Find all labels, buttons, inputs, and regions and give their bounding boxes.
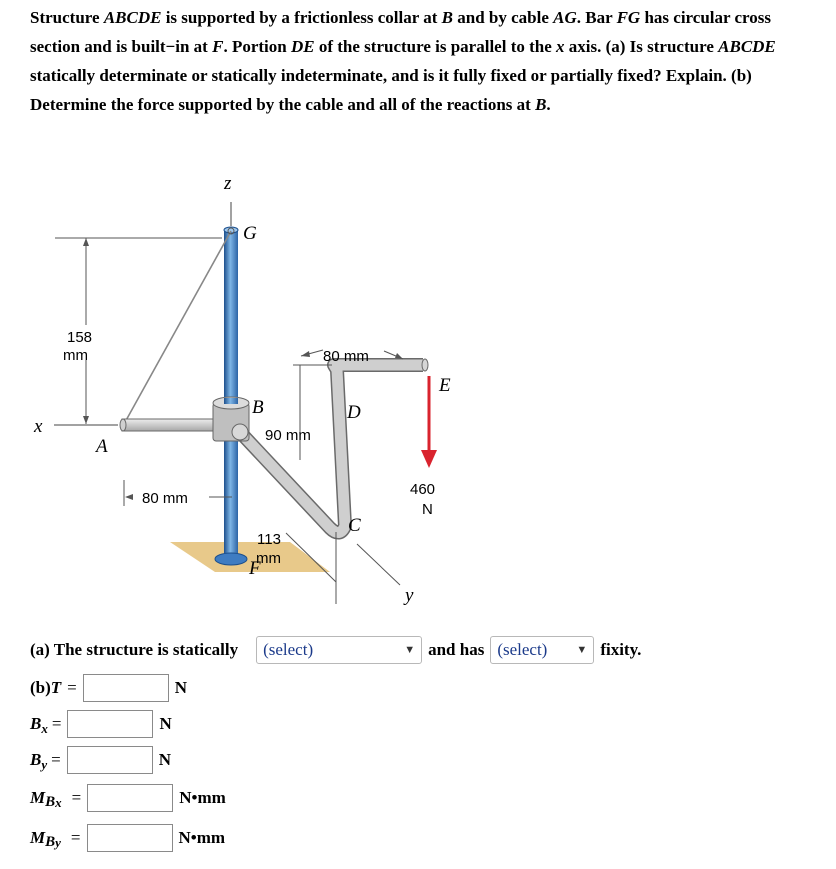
point-a-label: A (96, 436, 108, 457)
t-unit: N (174, 678, 188, 697)
chevron-down-icon: ▼ (404, 644, 416, 656)
arm-a (122, 419, 224, 431)
fixity-select-value: (select) (497, 640, 548, 659)
by-symbol: B (30, 750, 42, 769)
equals-sign: = (71, 788, 82, 807)
dim-158-arrow-top (83, 238, 89, 246)
chevron-down-icon: ▼ (576, 644, 588, 656)
symbol: ABCDE (103, 8, 162, 27)
text: statically determinate or statically indeterminate, and is it fully fixed or partially fixed? Explain. (b) Determine the force supported by the cable and all of the reactions at (30, 66, 752, 114)
text: has circular cross section and is built−in at (30, 8, 772, 56)
dim-113-unit: mm (256, 550, 281, 567)
mby-unit: N•mm (178, 828, 226, 847)
mbx-symbol-b: B (45, 793, 56, 810)
equals-sign: = (51, 714, 62, 733)
part-b-label: (b) (30, 678, 51, 697)
dim-80-left-arrow (125, 494, 133, 500)
text: . (546, 95, 551, 114)
equals-sign: = (51, 750, 61, 769)
load-unit: N (422, 501, 433, 518)
collar-joint (232, 424, 248, 440)
load-value: 460 (410, 481, 436, 498)
symbol: B (535, 95, 547, 114)
point-g-label: G (243, 223, 257, 244)
dim-80-left-label: 80 mm (142, 490, 188, 507)
by-input[interactable] (67, 746, 153, 774)
fixity-select[interactable] (490, 636, 594, 664)
t-input[interactable] (83, 674, 169, 702)
part-a-suffix: fixity. (600, 640, 642, 659)
answer-row-a (30, 636, 641, 664)
symbol: AG (553, 8, 577, 27)
dim-80-top-arrow-left (301, 351, 310, 357)
part-a-prefix: (a) The structure is statically (30, 640, 239, 659)
axis-x-label: x (34, 416, 43, 437)
bx-unit: N (159, 714, 172, 733)
bar-fg (224, 230, 238, 560)
axis-y-label: y (405, 585, 414, 606)
mbx-input[interactable] (87, 784, 173, 812)
text: Structure (30, 8, 104, 27)
mbx-symbol-m: M (30, 788, 46, 807)
text: axis. (a) Is structure (564, 37, 719, 56)
by-subscript: y (41, 757, 48, 772)
by-unit: N (158, 750, 171, 769)
mbx-subscript: x (55, 795, 62, 810)
mby-input[interactable] (87, 824, 173, 852)
dim-158-value: 158 (67, 329, 93, 346)
point-c-label: C (348, 515, 361, 536)
symbol: B (441, 8, 453, 27)
bx-symbol: B (30, 714, 42, 733)
symbol: ABCDE (718, 37, 776, 56)
load-arrowhead (421, 450, 437, 468)
equals-sign: = (70, 828, 81, 847)
problem-statement (30, 3, 820, 119)
arm-end-a (120, 419, 126, 431)
text: . Portion (223, 37, 291, 56)
determinacy-select[interactable] (256, 636, 422, 664)
answer-row-bx (30, 710, 172, 738)
symbol: F (212, 37, 224, 56)
answer-row-mby (30, 824, 225, 852)
bx-subscript: x (41, 721, 48, 736)
dim-90-label: 90 mm (265, 427, 311, 444)
t-symbol: T (50, 678, 62, 697)
structure-diagram (0, 160, 836, 630)
point-b-label: B (252, 397, 264, 418)
symbol: FG (616, 8, 641, 27)
text: is supported by a frictionless collar at (161, 8, 442, 27)
bar-through-collar (224, 398, 238, 404)
dim-158-unit: mm (63, 347, 88, 364)
arm-end-e (422, 359, 428, 371)
dim-113-value: 113 (257, 531, 281, 548)
axis-z-label: z (224, 173, 232, 194)
structure-figure (0, 160, 836, 630)
determinacy-select-value: (select) (263, 640, 314, 659)
text: . Bar (576, 8, 617, 27)
dim-158-arrow-bottom (83, 416, 89, 424)
mbx-unit: N•mm (179, 788, 226, 807)
answer-row-t (30, 674, 187, 702)
arm-bcde-outline (240, 365, 423, 533)
y-axis-line (357, 544, 400, 585)
point-f-label: F (249, 558, 261, 579)
equals-sign: = (67, 678, 77, 697)
mby-symbol-m: M (30, 828, 46, 847)
answer-row-by (30, 746, 171, 774)
answer-row-mbx (30, 784, 226, 812)
cable-ag (124, 231, 231, 424)
point-e-label: E (439, 375, 451, 396)
dim-80-top-arrow-right (395, 353, 403, 359)
bar-base-flange (215, 553, 247, 565)
text: and by cable (452, 8, 554, 27)
point-d-label: D (347, 402, 361, 423)
mby-symbol-b: B (45, 833, 56, 850)
bx-input[interactable] (67, 710, 153, 738)
text: of the structure is parallel to the (314, 37, 557, 56)
symbol: x (556, 37, 565, 56)
part-a-mid: and has (428, 640, 485, 659)
dim-80-top-label: 80 mm (323, 348, 369, 365)
mby-subscript: y (55, 835, 61, 850)
symbol: DE (290, 37, 315, 56)
